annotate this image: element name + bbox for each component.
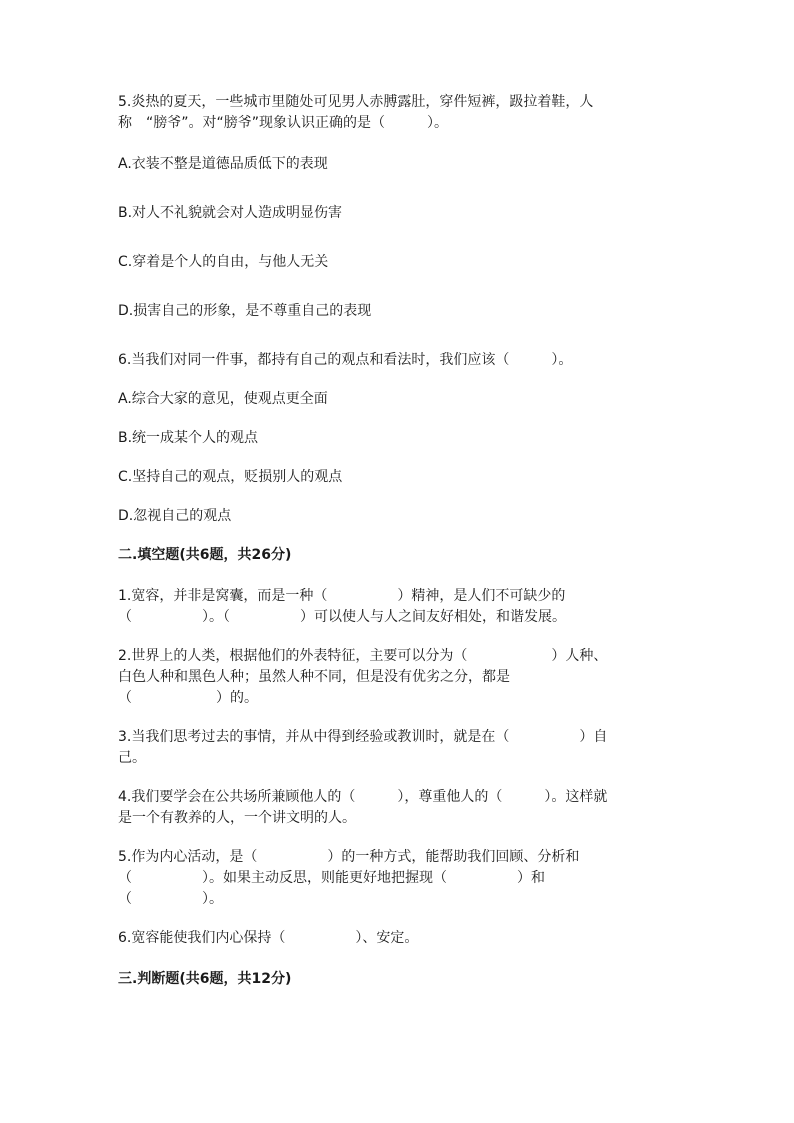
question-line: 己。 — [118, 750, 146, 766]
fill-question-2 — [118, 646, 678, 709]
document-page — [118, 92, 678, 1004]
question-line: 称 “膀爷”。对“膀爷”现象认识正确的是（ ）。 — [118, 115, 449, 131]
option-a: A.衣装不整是道德品质低下的表现 — [118, 156, 328, 172]
option-c: C.坚持自己的观点，贬损别人的观点 — [118, 469, 343, 485]
question-line: （ ）。（ ）可以使人与人之间友好相处，和谐发展。 — [118, 609, 566, 625]
fill-question-4 — [118, 787, 678, 829]
question-line: 5.炎热的夏天，一些城市里随处可见男人赤膊露肚，穿件短裤，趿拉着鞋，人 — [118, 94, 594, 110]
option-d: D.忽视自己的观点 — [118, 508, 232, 524]
fill-question-1 — [118, 586, 678, 628]
option-b: B.对人不礼貌就会对人造成明显伤害 — [118, 205, 343, 221]
option-c: C.穿着是个人的自由，与他人无关 — [118, 254, 329, 270]
option-a: A.综合大家的意见，使观点更全面 — [118, 391, 328, 407]
question-line: （ ）。 — [118, 891, 223, 907]
fill-question-5 — [118, 847, 678, 910]
question-line: 2.世界上的人类，根据他们的外表特征，主要可以分为（ ）人种、 — [118, 648, 608, 664]
option-b: B.统一成某个人的观点 — [118, 430, 259, 446]
question-line: 6.当我们对同一件事，都持有自己的观点和看法时，我们应该（ ）。 — [118, 352, 573, 368]
question-line: （ ）。如果主动反思，则能更好地把握现（ ）和 — [118, 870, 545, 886]
fill-question-3 — [118, 727, 678, 769]
question-line: 3.当我们思考过去的事情，并从中得到经验或教训时，就是在（ ）自 — [118, 729, 608, 745]
question-line: 6.宽容能使我们内心保持（ ）、安定。 — [118, 930, 419, 946]
question-line: 是一个有教养的人，一个讲文明的人。 — [118, 810, 356, 826]
question-line: （ ）的。 — [118, 690, 258, 706]
section-heading-true-false: 三.判断题(共6题，共12分) — [118, 971, 292, 987]
choice-question-5 — [118, 92, 678, 322]
question-line: 5.作为内心活动，是（ ）的一种方式，能帮助我们回顾、分析和 — [118, 849, 580, 865]
question-line: 4.我们要学会在公共场所兼顾他人的（ ），尊重他人的（ ）。这样就 — [118, 789, 608, 805]
choice-question-6 — [118, 350, 678, 527]
question-line: 白色人种和黑色人种；虽然人种不同，但是没有优劣之分，都是 — [118, 669, 510, 685]
option-d: D.损害自己的形象，是不尊重自己的表现 — [118, 303, 372, 319]
fill-question-6 — [118, 928, 678, 949]
section-heading-fill-in: 二.填空题(共6题，共26分) — [118, 547, 292, 563]
question-line: 1.宽容，并非是窝囊，而是一种（ ）精神，是人们不可缺少的 — [118, 588, 566, 604]
